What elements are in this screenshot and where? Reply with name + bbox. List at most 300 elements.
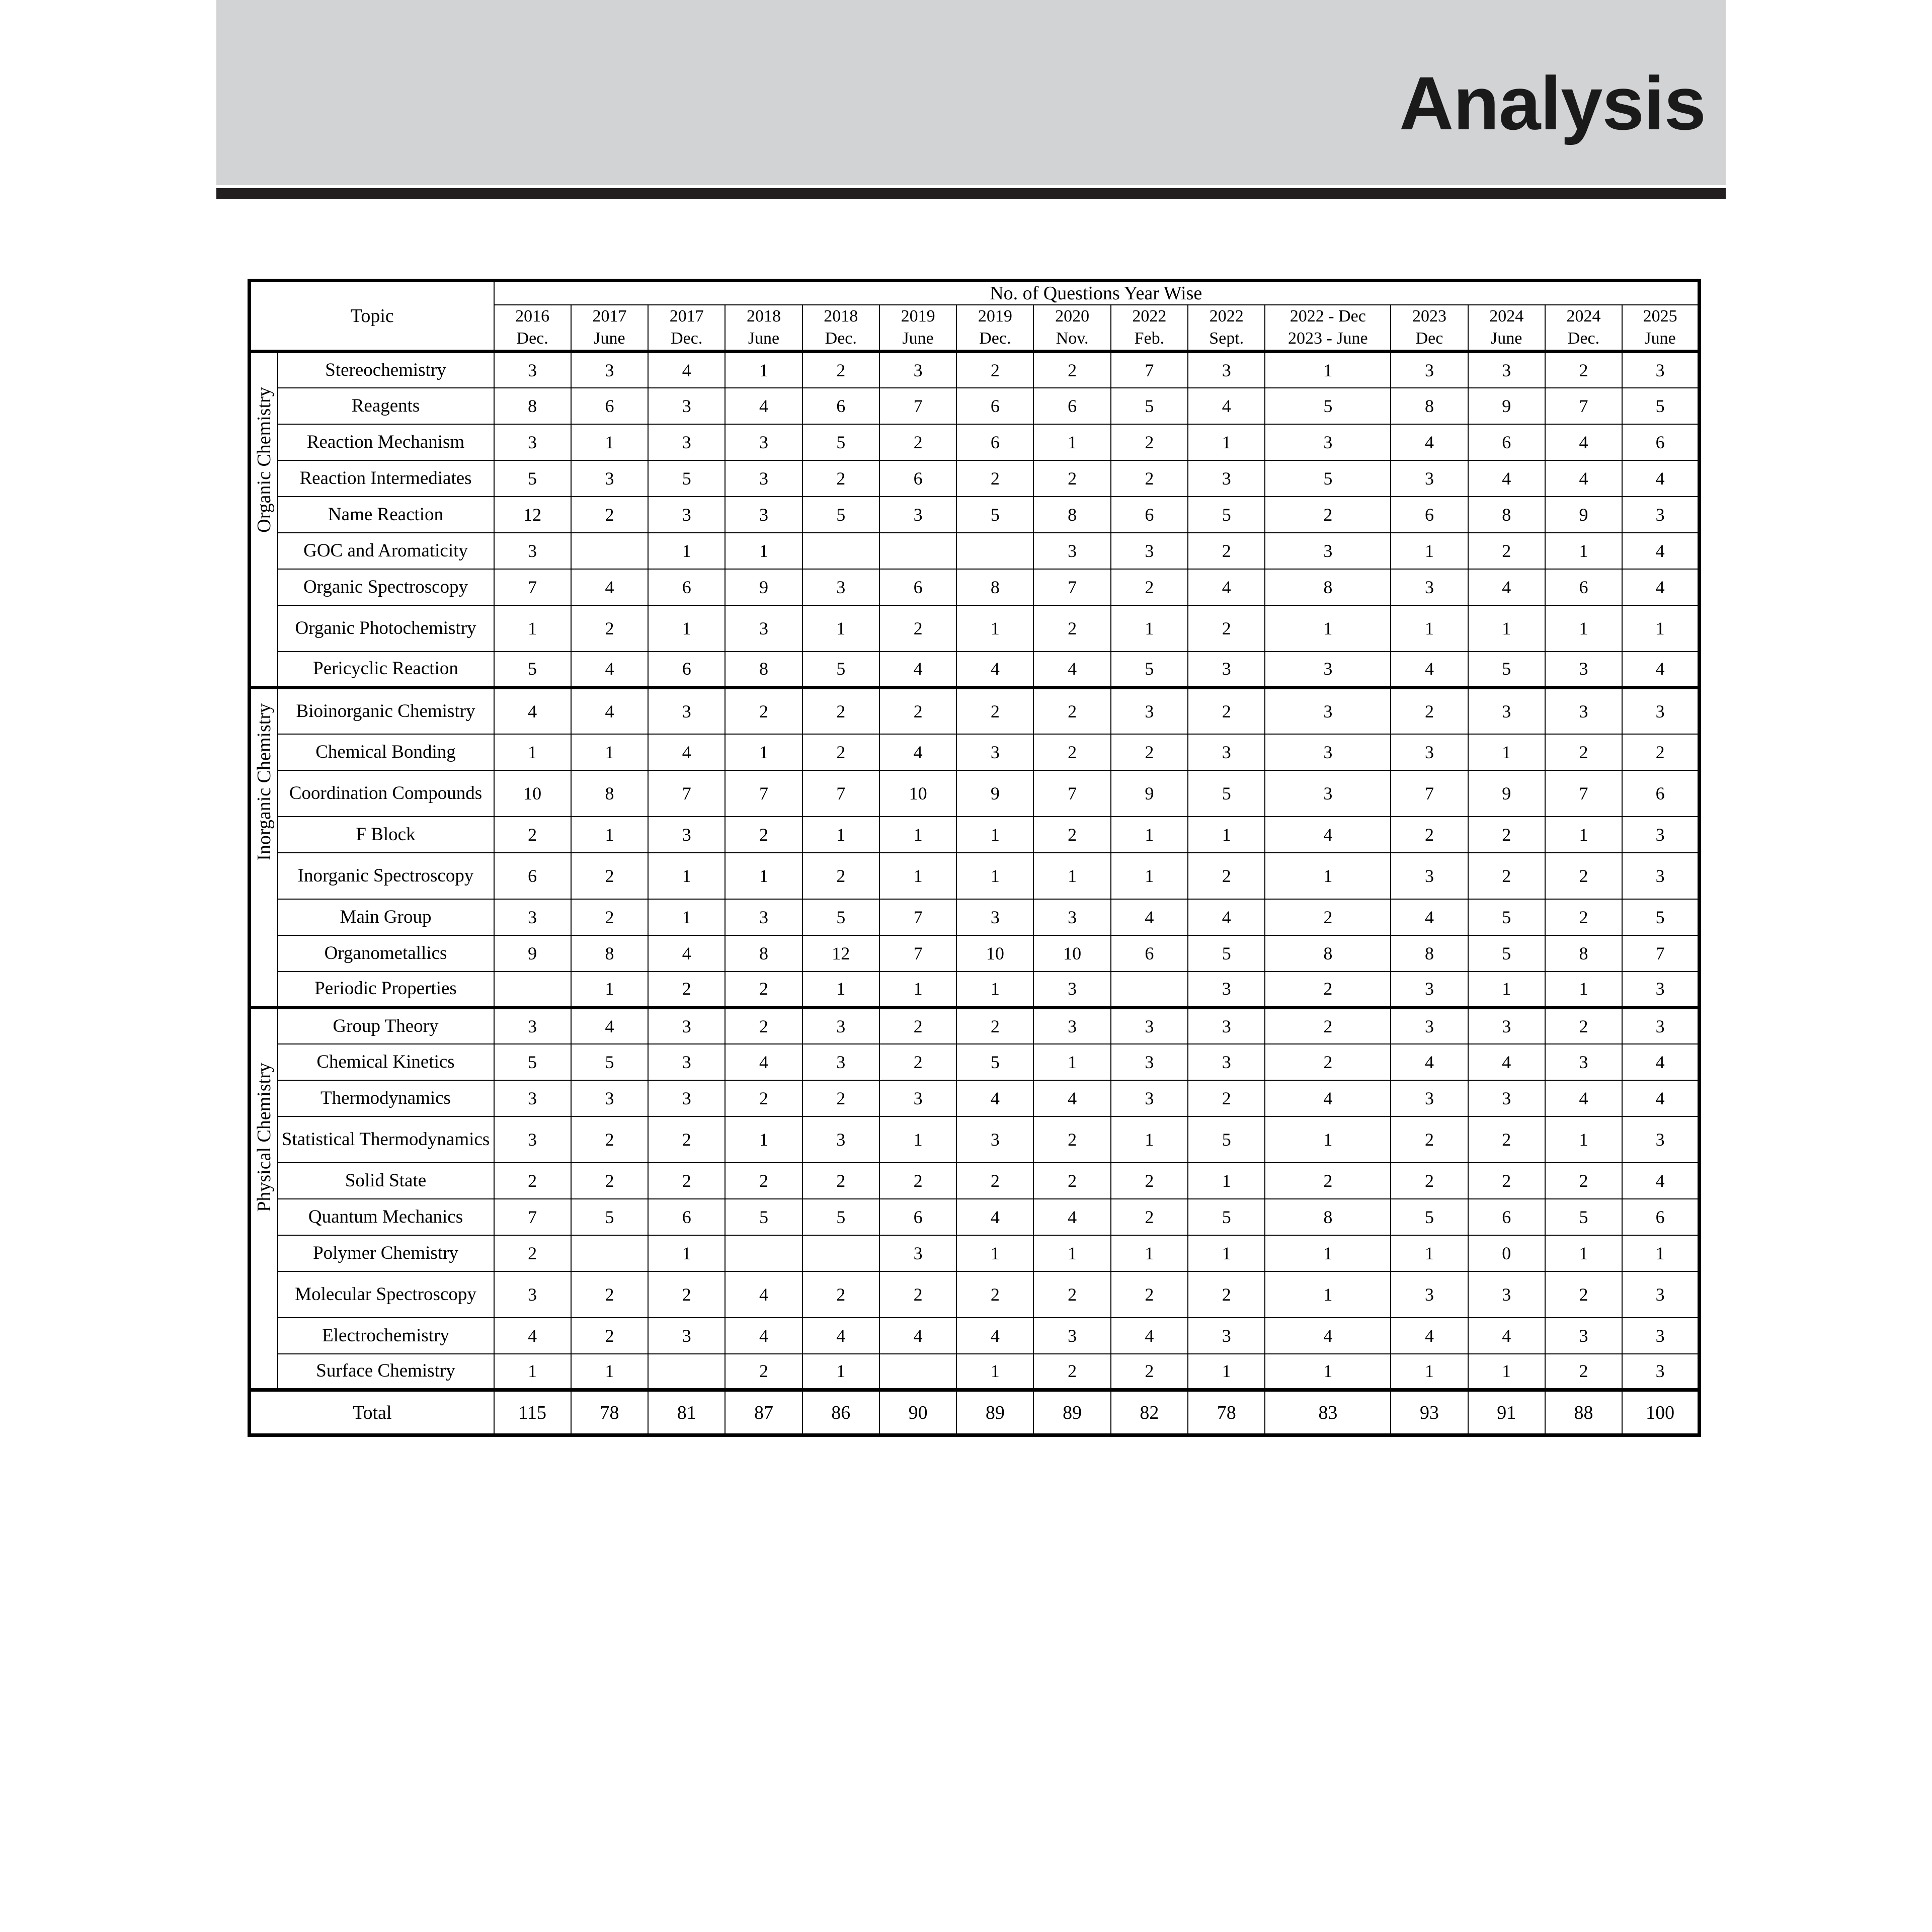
value-cell: 1 xyxy=(571,734,648,770)
header-year-column-1 xyxy=(494,305,571,352)
table-row xyxy=(250,853,1700,899)
total-label: Total xyxy=(250,1390,494,1435)
value-cell: 2 xyxy=(1468,1163,1545,1199)
value-cell: 5 xyxy=(1545,1199,1622,1235)
value-cell: 6 xyxy=(1622,1199,1699,1235)
value-cell: 4 xyxy=(1033,652,1110,688)
value-cell: 5 xyxy=(571,1044,648,1080)
value-cell: 3 xyxy=(1033,533,1110,569)
value-cell: 2 xyxy=(1188,1271,1265,1318)
value-cell: 3 xyxy=(1545,1044,1622,1080)
header-year-column-13 xyxy=(1468,305,1545,352)
value-cell: 2 xyxy=(879,605,956,652)
topic-name-cell: Thermodynamics xyxy=(278,1080,494,1116)
table-row xyxy=(250,899,1700,935)
value-cell: 4 xyxy=(1468,1044,1545,1080)
value-cell: 3 xyxy=(1622,1318,1699,1354)
value-cell: 9 xyxy=(1468,388,1545,424)
value-cell: 2 xyxy=(1265,497,1391,533)
topic-name-cell: Inorganic Spectroscopy xyxy=(278,853,494,899)
value-cell: 8 xyxy=(1391,388,1468,424)
total-value-cell: 87 xyxy=(725,1390,802,1435)
value-cell: 1 xyxy=(1111,1116,1188,1163)
header-year-value: 2018 xyxy=(747,307,781,326)
value-cell: 4 xyxy=(725,388,802,424)
value-cell: 2 xyxy=(1111,460,1188,497)
value-cell: 2 xyxy=(1033,460,1110,497)
value-cell: 3 xyxy=(571,460,648,497)
value-cell: 4 xyxy=(1391,1044,1468,1080)
value-cell: 3 xyxy=(1265,424,1391,460)
value-cell: 2 xyxy=(571,1163,648,1199)
value-cell: 3 xyxy=(802,1008,879,1044)
value-cell: 3 xyxy=(725,497,802,533)
value-cell: 6 xyxy=(879,569,956,605)
value-cell: 3 xyxy=(494,424,571,460)
value-cell: 1 xyxy=(725,734,802,770)
total-value-cell: 89 xyxy=(956,1390,1033,1435)
value-cell: 3 xyxy=(1622,688,1699,734)
value-cell: 3 xyxy=(1111,688,1188,734)
value-cell: 3 xyxy=(648,817,725,853)
value-cell: 4 xyxy=(1622,533,1699,569)
header-year-column-7 xyxy=(956,305,1033,352)
value-cell: 2 xyxy=(494,817,571,853)
value-cell: 2 xyxy=(1033,605,1110,652)
value-cell: 1 xyxy=(725,533,802,569)
value-cell: 4 xyxy=(1391,424,1468,460)
value-cell: 1 xyxy=(1391,605,1468,652)
value-cell: 3 xyxy=(1265,688,1391,734)
value-cell: 1 xyxy=(1468,734,1545,770)
value-cell: 6 xyxy=(1391,497,1468,533)
value-cell: 3 xyxy=(802,1044,879,1080)
value-cell xyxy=(571,533,648,569)
topic-name-cell: Reaction Mechanism xyxy=(278,424,494,460)
analysis-table xyxy=(248,279,1701,1437)
value-cell: 3 xyxy=(1622,972,1699,1008)
value-cell: 5 xyxy=(1188,935,1265,972)
value-cell: 7 xyxy=(648,770,725,817)
value-cell: 2 xyxy=(1545,352,1622,388)
value-cell: 2 xyxy=(1111,1271,1188,1318)
value-cell: 5 xyxy=(1468,652,1545,688)
value-cell: 2 xyxy=(1033,1116,1110,1163)
value-cell: 3 xyxy=(956,1116,1033,1163)
value-cell: 2 xyxy=(1545,1354,1622,1390)
value-cell: 6 xyxy=(956,424,1033,460)
value-cell: 2 xyxy=(494,1163,571,1199)
topic-name-cell: Electrochemistry xyxy=(278,1318,494,1354)
value-cell: 2 xyxy=(879,688,956,734)
value-cell: 3 xyxy=(1545,652,1622,688)
value-cell: 1 xyxy=(1033,424,1110,460)
value-cell: 4 xyxy=(494,1318,571,1354)
value-cell: 5 xyxy=(802,497,879,533)
value-cell: 6 xyxy=(956,388,1033,424)
banner-divider-rule xyxy=(216,188,1726,199)
header-month-value: 2023 - June xyxy=(1288,329,1368,348)
value-cell: 2 xyxy=(956,688,1033,734)
value-cell: 2 xyxy=(1188,1080,1265,1116)
value-cell: 2 xyxy=(1033,734,1110,770)
value-cell: 4 xyxy=(1468,460,1545,497)
header-month-value: Feb. xyxy=(1134,329,1165,348)
section-label-inorganic-chemistry xyxy=(250,688,278,1008)
value-cell: 2 xyxy=(571,1116,648,1163)
value-cell: 3 xyxy=(1391,972,1468,1008)
value-cell: 9 xyxy=(494,935,571,972)
value-cell: 8 xyxy=(1265,1199,1391,1235)
header-year-value: 2024 xyxy=(1566,307,1601,326)
value-cell: 7 xyxy=(1111,352,1188,388)
value-cell: 8 xyxy=(1545,935,1622,972)
value-cell: 3 xyxy=(1265,770,1391,817)
value-cell: 3 xyxy=(1265,734,1391,770)
header-topic: Topic xyxy=(250,281,494,352)
value-cell xyxy=(571,1235,648,1271)
value-cell: 2 xyxy=(879,1044,956,1080)
value-cell: 8 xyxy=(1468,497,1545,533)
value-cell xyxy=(879,533,956,569)
total-value-cell: 83 xyxy=(1265,1390,1391,1435)
topic-name-cell: Chemical Kinetics xyxy=(278,1044,494,1080)
table-row xyxy=(250,1271,1700,1318)
value-cell: 5 xyxy=(1188,497,1265,533)
value-cell: 3 xyxy=(879,497,956,533)
header-year-value: 2018 xyxy=(824,307,858,326)
value-cell: 6 xyxy=(1468,1199,1545,1235)
value-cell: 1 xyxy=(1265,1354,1391,1390)
topic-name-cell: Group Theory xyxy=(278,1008,494,1044)
value-cell: 2 xyxy=(1622,734,1699,770)
total-value-cell: 82 xyxy=(1111,1390,1188,1435)
value-cell: 3 xyxy=(648,1318,725,1354)
value-cell: 4 xyxy=(879,1318,956,1354)
value-cell: 3 xyxy=(802,1116,879,1163)
value-cell: 3 xyxy=(1111,1044,1188,1080)
value-cell: 2 xyxy=(956,460,1033,497)
value-cell: 1 xyxy=(1468,605,1545,652)
value-cell: 2 xyxy=(1188,533,1265,569)
value-cell: 2 xyxy=(725,817,802,853)
table-body xyxy=(250,352,1700,1435)
header-year-value: 2020 xyxy=(1055,307,1090,326)
value-cell: 2 xyxy=(1188,853,1265,899)
topic-name-cell: Statistical Thermodynamics xyxy=(278,1116,494,1163)
header-year-column-6 xyxy=(879,305,956,352)
header-month-value: Sept. xyxy=(1209,329,1244,348)
value-cell: 3 xyxy=(1468,1080,1545,1116)
value-cell: 3 xyxy=(1468,1008,1545,1044)
value-cell: 4 xyxy=(1111,1318,1188,1354)
value-cell: 3 xyxy=(648,1044,725,1080)
value-cell: 1 xyxy=(956,1235,1033,1271)
value-cell: 4 xyxy=(571,1008,648,1044)
value-cell: 5 xyxy=(1188,770,1265,817)
value-cell: 5 xyxy=(571,1199,648,1235)
value-cell: 4 xyxy=(571,652,648,688)
value-cell: 2 xyxy=(1545,1271,1622,1318)
value-cell: 6 xyxy=(1111,497,1188,533)
value-cell: 2 xyxy=(648,1163,725,1199)
value-cell: 6 xyxy=(1622,770,1699,817)
header-year-value: 2023 xyxy=(1412,307,1446,326)
value-cell: 4 xyxy=(1622,1080,1699,1116)
topic-name-cell: Coordination Compounds xyxy=(278,770,494,817)
topic-name-cell: Organic Photochemistry xyxy=(278,605,494,652)
topic-name-cell: Pericyclic Reaction xyxy=(278,652,494,688)
topic-name-cell: Chemical Bonding xyxy=(278,734,494,770)
section-label-text: Inorganic Chemistry xyxy=(253,703,275,861)
value-cell: 5 xyxy=(725,1199,802,1235)
value-cell: 5 xyxy=(802,899,879,935)
value-cell: 2 xyxy=(802,1163,879,1199)
value-cell: 3 xyxy=(494,352,571,388)
value-cell: 2 xyxy=(725,1080,802,1116)
value-cell: 3 xyxy=(1545,1318,1622,1354)
header-year-column-5 xyxy=(802,305,879,352)
value-cell: 3 xyxy=(1545,688,1622,734)
value-cell: 1 xyxy=(1188,1163,1265,1199)
value-cell: 3 xyxy=(725,899,802,935)
value-cell: 2 xyxy=(1033,1163,1110,1199)
header-month-value: June xyxy=(1644,329,1676,348)
value-cell: 8 xyxy=(1265,935,1391,972)
value-cell: 6 xyxy=(648,569,725,605)
value-cell: 2 xyxy=(802,1271,879,1318)
value-cell: 5 xyxy=(1188,1116,1265,1163)
section-label-text: Physical Chemistry xyxy=(253,1062,275,1212)
value-cell: 7 xyxy=(725,770,802,817)
value-cell: 3 xyxy=(1391,1008,1468,1044)
value-cell: 3 xyxy=(1188,652,1265,688)
value-cell: 3 xyxy=(494,1008,571,1044)
value-cell: 3 xyxy=(1188,1044,1265,1080)
topic-name-cell: Quantum Mechanics xyxy=(278,1199,494,1235)
value-cell: 3 xyxy=(879,1235,956,1271)
value-cell: 2 xyxy=(1545,1163,1622,1199)
value-cell: 2 xyxy=(1111,1354,1188,1390)
value-cell: 6 xyxy=(1622,424,1699,460)
total-value-cell: 88 xyxy=(1545,1390,1622,1435)
topic-name-cell: Reagents xyxy=(278,388,494,424)
value-cell: 3 xyxy=(1622,853,1699,899)
value-cell: 10 xyxy=(879,770,956,817)
value-cell: 4 xyxy=(1391,1318,1468,1354)
value-cell: 1 xyxy=(1622,1235,1699,1271)
value-cell: 4 xyxy=(1468,1318,1545,1354)
section-label-text: Organic Chemistry xyxy=(253,386,275,533)
value-cell: 2 xyxy=(802,688,879,734)
value-cell: 1 xyxy=(1468,1354,1545,1390)
value-cell: 1 xyxy=(1111,853,1188,899)
header-year-value: 2017 xyxy=(592,307,627,326)
header-year-value: 2022 xyxy=(1132,307,1167,326)
value-cell: 1 xyxy=(1033,1235,1110,1271)
value-cell: 2 xyxy=(1033,1271,1110,1318)
value-cell: 1 xyxy=(802,972,879,1008)
value-cell: 4 xyxy=(1188,899,1265,935)
value-cell: 3 xyxy=(725,460,802,497)
value-cell: 3 xyxy=(1622,1008,1699,1044)
value-cell: 5 xyxy=(956,1044,1033,1080)
value-cell: 4 xyxy=(571,688,648,734)
value-cell: 7 xyxy=(879,899,956,935)
value-cell: 5 xyxy=(494,652,571,688)
value-cell: 4 xyxy=(956,1199,1033,1235)
header-month-value: Dec. xyxy=(671,329,703,348)
value-cell: 2 xyxy=(956,1008,1033,1044)
value-cell: 4 xyxy=(725,1271,802,1318)
table-row xyxy=(250,1116,1700,1163)
total-value-cell: 81 xyxy=(648,1390,725,1435)
value-cell: 2 xyxy=(648,1271,725,1318)
value-cell: 4 xyxy=(1545,460,1622,497)
value-cell: 2 xyxy=(725,1354,802,1390)
value-cell: 1 xyxy=(1545,605,1622,652)
table-row xyxy=(250,569,1700,605)
value-cell: 2 xyxy=(802,1080,879,1116)
value-cell: 4 xyxy=(648,935,725,972)
value-cell: 7 xyxy=(1033,569,1110,605)
value-cell: 1 xyxy=(879,972,956,1008)
value-cell: 2 xyxy=(1265,972,1391,1008)
value-cell: 3 xyxy=(1265,652,1391,688)
value-cell: 2 xyxy=(1188,605,1265,652)
header-year-column-3 xyxy=(648,305,725,352)
value-cell: 2 xyxy=(802,734,879,770)
value-cell: 1 xyxy=(1265,352,1391,388)
value-cell: 3 xyxy=(648,388,725,424)
value-cell: 4 xyxy=(956,1318,1033,1354)
header-month-value: Dec. xyxy=(1567,329,1600,348)
total-value-cell: 89 xyxy=(1033,1390,1110,1435)
value-cell: 6 xyxy=(802,388,879,424)
value-cell: 9 xyxy=(725,569,802,605)
value-cell: 8 xyxy=(1391,935,1468,972)
value-cell: 9 xyxy=(1545,497,1622,533)
value-cell: 1 xyxy=(1622,605,1699,652)
value-cell: 7 xyxy=(802,770,879,817)
value-cell: 3 xyxy=(1622,352,1699,388)
value-cell: 1 xyxy=(1111,817,1188,853)
topic-name-cell: Polymer Chemistry xyxy=(278,1235,494,1271)
value-cell: 3 xyxy=(648,1008,725,1044)
value-cell: 2 xyxy=(725,972,802,1008)
value-cell: 2 xyxy=(1545,899,1622,935)
value-cell: 7 xyxy=(879,388,956,424)
value-cell: 3 xyxy=(494,1116,571,1163)
value-cell: 1 xyxy=(1265,1235,1391,1271)
value-cell: 1 xyxy=(494,1354,571,1390)
value-cell: 7 xyxy=(1622,935,1699,972)
value-cell xyxy=(802,1235,879,1271)
header-year-column-10 xyxy=(1188,305,1265,352)
value-cell: 8 xyxy=(725,652,802,688)
table-row xyxy=(250,424,1700,460)
topic-name-cell: Bioinorganic Chemistry xyxy=(278,688,494,734)
value-cell: 2 xyxy=(1265,1044,1391,1080)
value-cell: 4 xyxy=(1391,652,1468,688)
value-cell: 4 xyxy=(802,1318,879,1354)
value-cell: 2 xyxy=(571,899,648,935)
value-cell: 6 xyxy=(494,853,571,899)
value-cell: 1 xyxy=(956,605,1033,652)
value-cell: 4 xyxy=(1111,899,1188,935)
topic-name-cell: Solid State xyxy=(278,1163,494,1199)
header-questions-year-wise: No. of Questions Year Wise xyxy=(494,281,1700,305)
value-cell: 8 xyxy=(571,770,648,817)
value-cell: 5 xyxy=(1111,652,1188,688)
header-month-value: Dec xyxy=(1415,329,1443,348)
value-cell: 4 xyxy=(725,1318,802,1354)
value-cell: 2 xyxy=(956,352,1033,388)
value-cell: 5 xyxy=(802,652,879,688)
value-cell: 4 xyxy=(1622,460,1699,497)
value-cell: 2 xyxy=(1111,424,1188,460)
value-cell: 3 xyxy=(1391,460,1468,497)
value-cell: 3 xyxy=(1468,352,1545,388)
value-cell: 3 xyxy=(1468,1271,1545,1318)
value-cell: 3 xyxy=(1622,817,1699,853)
value-cell: 3 xyxy=(494,899,571,935)
table-row xyxy=(250,935,1700,972)
value-cell: 4 xyxy=(1622,1163,1699,1199)
value-cell: 1 xyxy=(648,853,725,899)
value-cell: 2 xyxy=(1033,817,1110,853)
table-row xyxy=(250,388,1700,424)
value-cell: 4 xyxy=(1188,569,1265,605)
value-cell xyxy=(725,1235,802,1271)
value-cell: 9 xyxy=(1111,770,1188,817)
value-cell: 4 xyxy=(1545,424,1622,460)
total-value-cell: 91 xyxy=(1468,1390,1545,1435)
value-cell: 1 xyxy=(648,1235,725,1271)
value-cell: 3 xyxy=(1391,352,1468,388)
value-cell xyxy=(802,533,879,569)
value-cell: 3 xyxy=(1188,1008,1265,1044)
header-year-value: 2017 xyxy=(669,307,704,326)
table-row xyxy=(250,688,1700,734)
value-cell: 1 xyxy=(956,817,1033,853)
table-row xyxy=(250,1163,1700,1199)
value-cell: 2 xyxy=(956,1271,1033,1318)
value-cell: 1 xyxy=(494,605,571,652)
value-cell: 8 xyxy=(725,935,802,972)
value-cell: 5 xyxy=(1188,1199,1265,1235)
value-cell: 7 xyxy=(1545,770,1622,817)
value-cell: 2 xyxy=(1545,1008,1622,1044)
value-cell: 4 xyxy=(1265,1318,1391,1354)
value-cell: 3 xyxy=(1622,1271,1699,1318)
value-cell: 3 xyxy=(1391,734,1468,770)
value-cell xyxy=(648,1354,725,1390)
header-month-value: Nov. xyxy=(1056,329,1089,348)
value-cell: 4 xyxy=(571,569,648,605)
value-cell: 1 xyxy=(494,734,571,770)
total-value-cell: 90 xyxy=(879,1390,956,1435)
value-cell: 2 xyxy=(879,1163,956,1199)
value-cell: 8 xyxy=(571,935,648,972)
value-cell: 1 xyxy=(1188,424,1265,460)
header-month-value: Dec. xyxy=(979,329,1011,348)
value-cell: 3 xyxy=(1188,460,1265,497)
analysis-table-container xyxy=(248,279,1700,1437)
header-year-column-4 xyxy=(725,305,802,352)
value-cell: 3 xyxy=(1622,1116,1699,1163)
value-cell: 1 xyxy=(571,1354,648,1390)
